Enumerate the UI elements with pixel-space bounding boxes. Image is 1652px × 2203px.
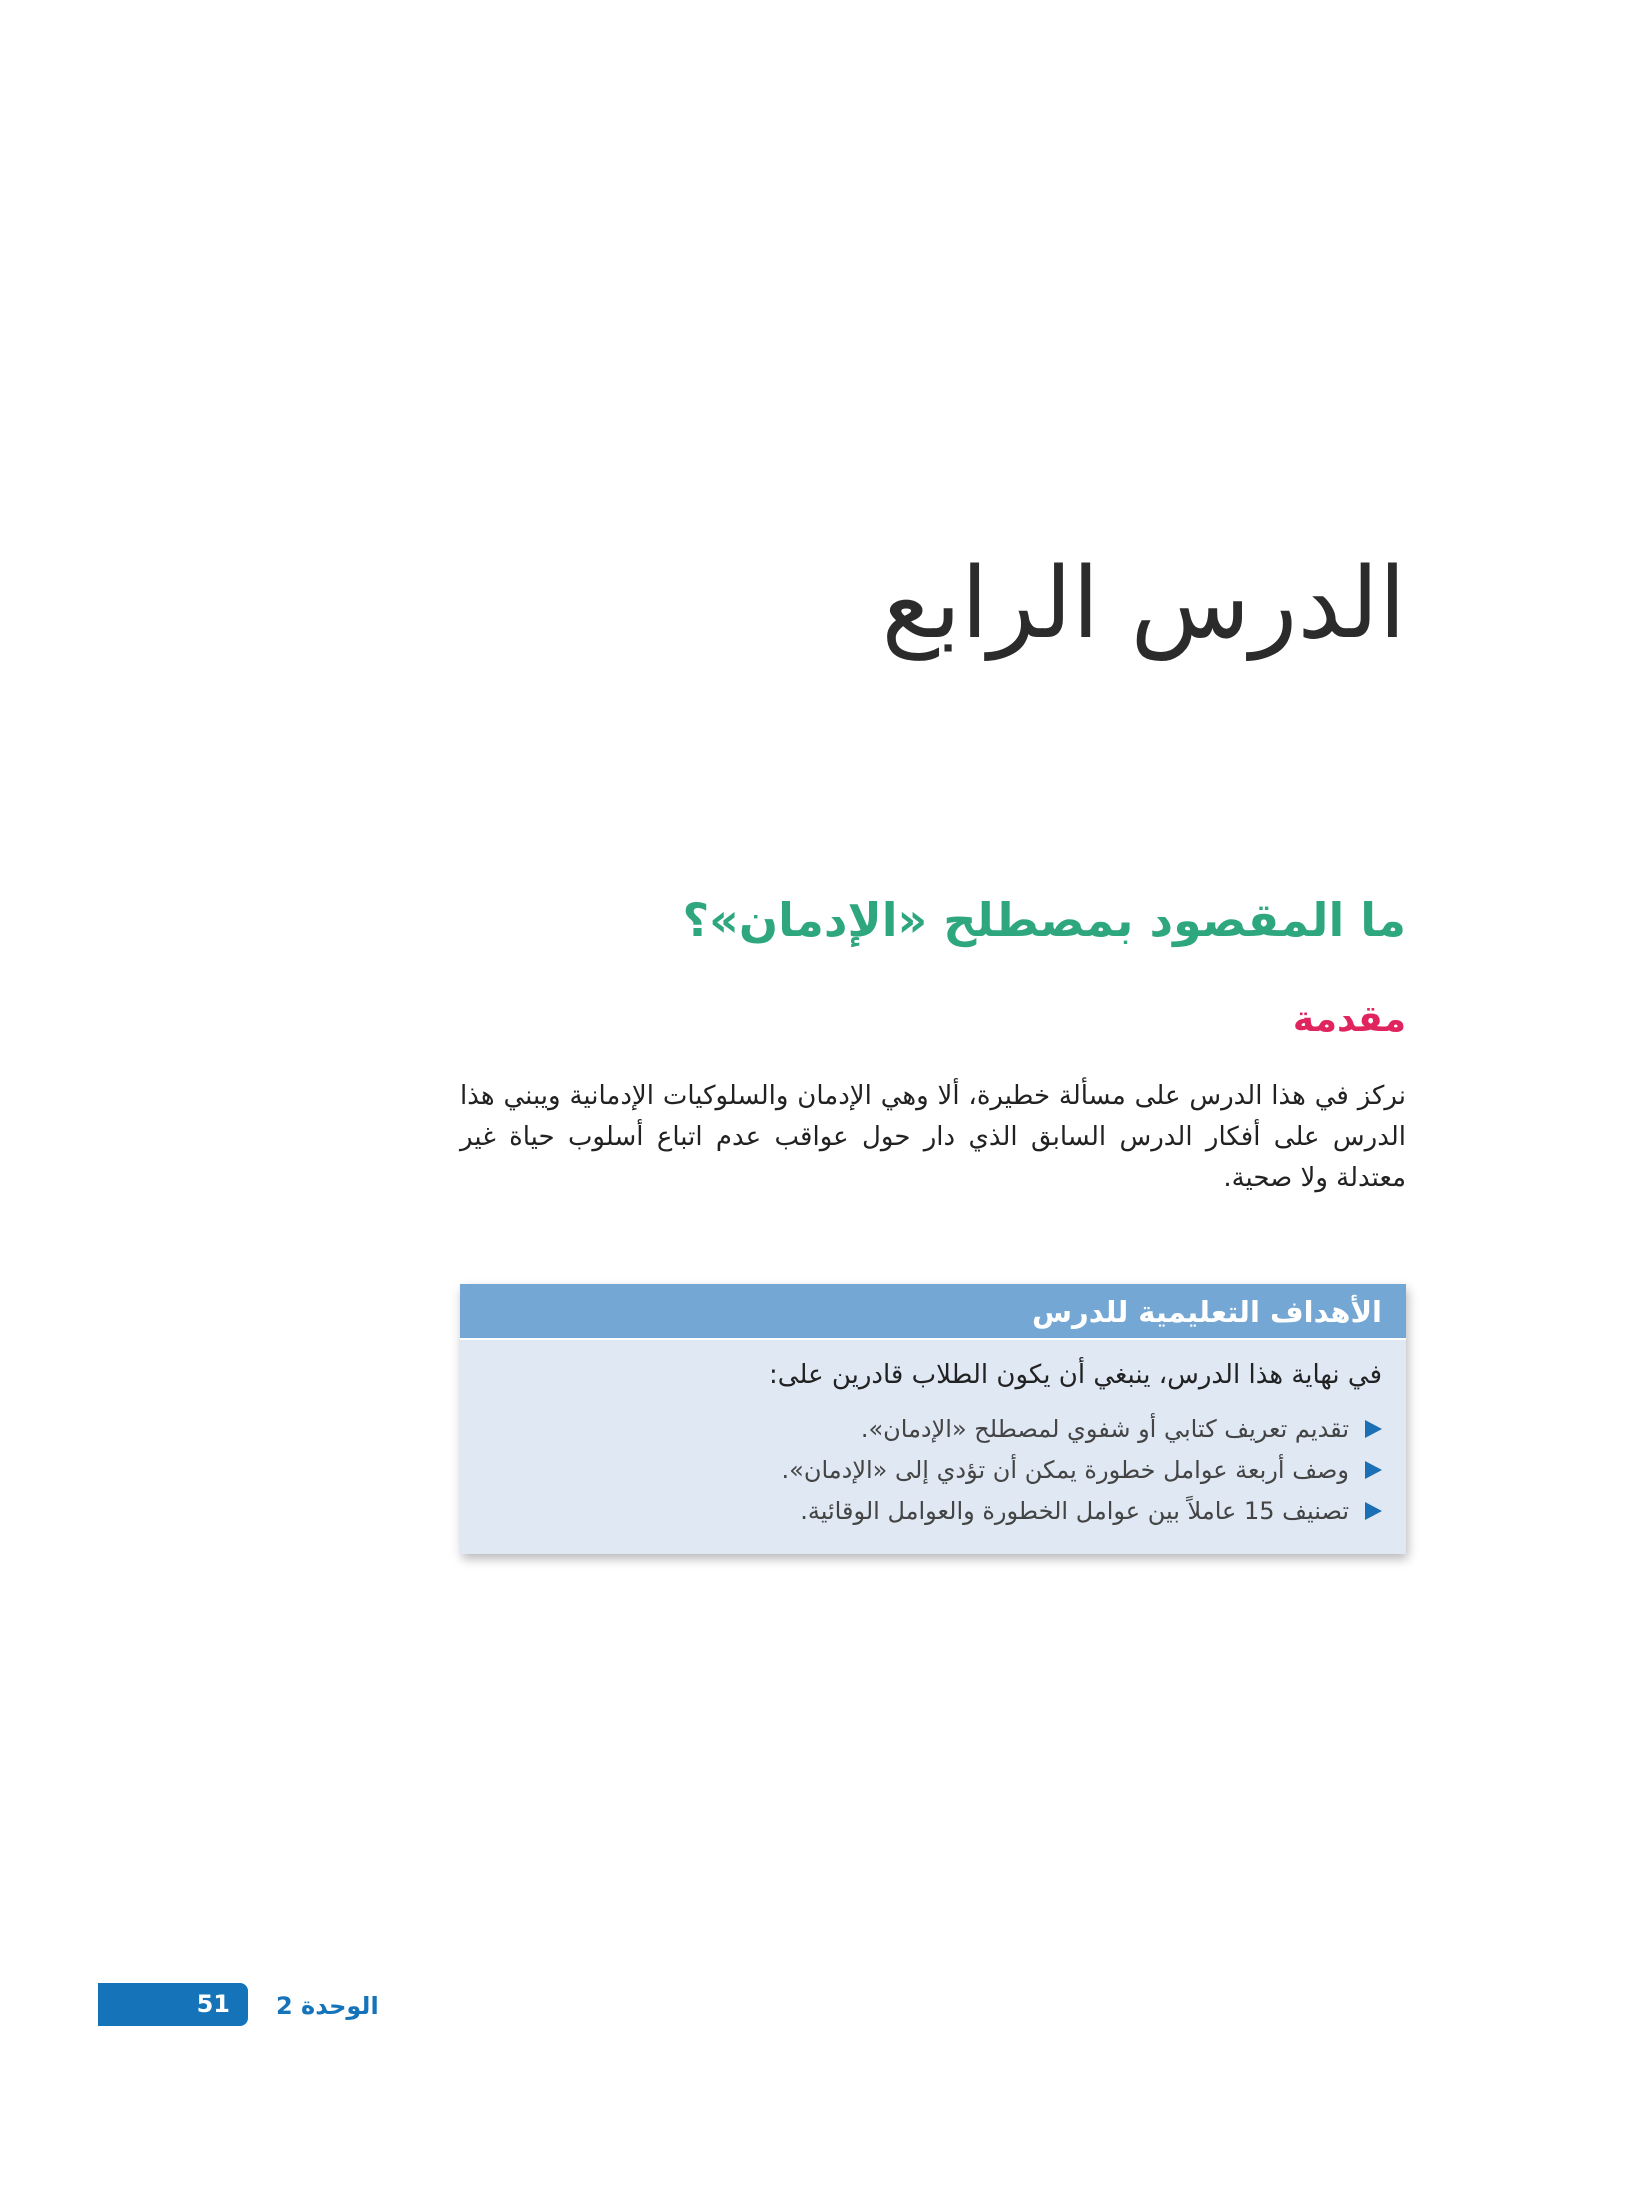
objectives-lead: في نهاية هذا الدرس، ينبغي أن يكون الطلاب قادرين على: — [769, 1360, 1382, 1390]
objectives-box — [460, 1284, 1406, 1554]
objective-text: تصنيف 15 عاملاً بين عوامل الخطورة والعوامل الوقائية. — [800, 1496, 1349, 1525]
objective-text: تقديم تعريف كتابي أو شفوي لمصطلح «الإدمان». — [860, 1414, 1349, 1443]
objectives-header: الأهداف التعليمية للدرس — [460, 1284, 1406, 1340]
section-heading: ما المقصود بمصطلح «الإدمان»؟ — [682, 893, 1406, 947]
triangle-bullet-icon — [1365, 1502, 1382, 1520]
objective-item — [484, 1490, 1382, 1531]
unit-label: الوحدة 2 — [276, 1992, 379, 2020]
objective-text: وصف أربعة عوامل خطورة يمكن أن تؤدي إلى «الإدمان». — [781, 1455, 1349, 1484]
triangle-bullet-icon — [1365, 1420, 1382, 1438]
objective-item — [484, 1408, 1382, 1449]
page-number-bar — [98, 1983, 248, 2026]
intro-paragraph: نركز في هذا الدرس على مسألة خطيرة، ألا وهي الإدمان والسلوكيات الإدمانية ويبني هذا الدرس على أفكار الدرس السابق الذي دار حول عواقب عدم اتباع أسلوب حياة غير معتدلة ولا صحية. — [460, 1081, 1406, 1193]
triangle-bullet-icon — [1365, 1461, 1382, 1479]
objective-item — [484, 1449, 1382, 1490]
lesson-title: الدرس الرابع — [881, 547, 1406, 661]
page-number: 51 — [196, 1990, 230, 2018]
intro-heading: مقدمة — [1292, 999, 1406, 1040]
objectives-list — [460, 1408, 1406, 1531]
